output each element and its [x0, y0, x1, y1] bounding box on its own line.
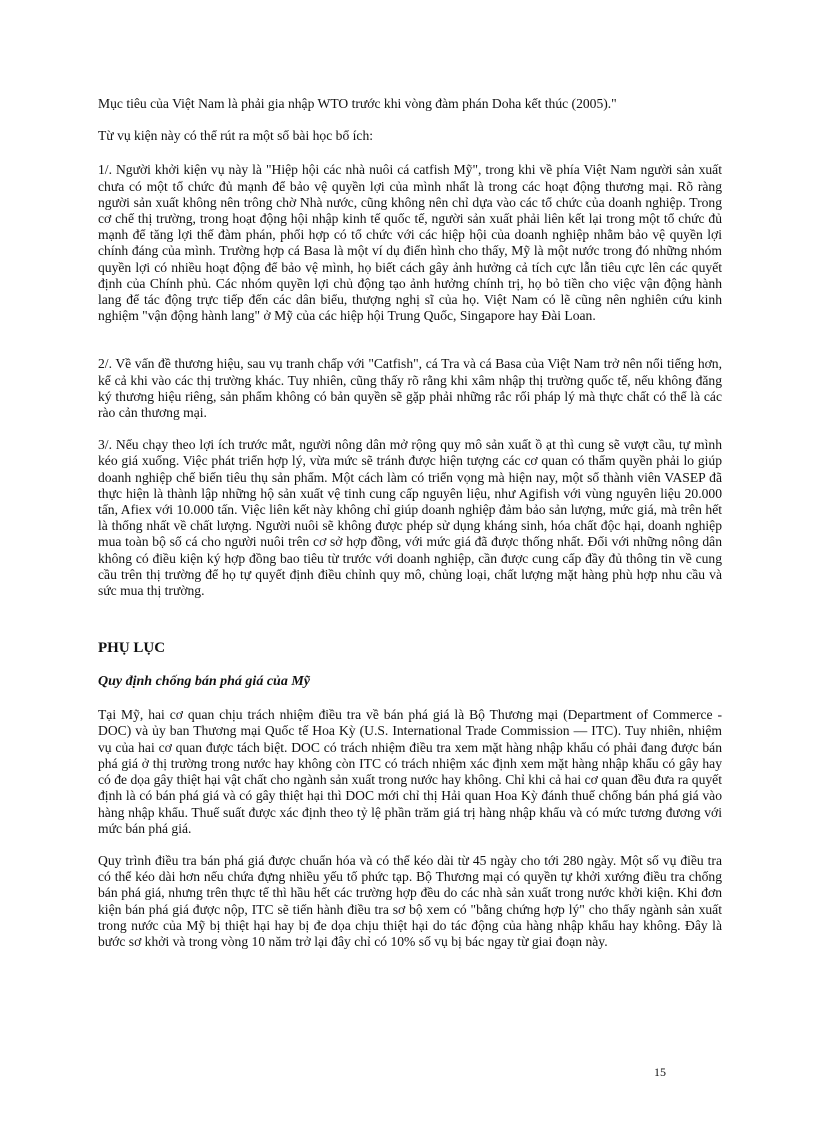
page-number: 15 — [654, 1065, 666, 1079]
lesson-2: 2/. Về vấn đề thương hiệu, sau vụ tranh chấp với "Catfish", cá Tra và cá Basa của Việt Nam trở nên nổi tiếng hơn, kể cả khi vào các thị trường khác. Tuy nhiên, cũng thấy rõ rằng khi xâm nhập thị trường quốc tế, nếu không đăng ký thương hiệu riêng, sản phẩm không có bản quyền sẽ gặp phải những rắc rối pháp lý mà thực chất có thể là các rào cản thương mại. — [98, 356, 722, 421]
lessons-lead: Từ vụ kiện này có thể rút ra một số bài học bổ ích: — [98, 128, 374, 144]
appendix-subheading: Quy định chống bán phá giá của Mỹ — [98, 674, 310, 690]
page-body — [98, 96, 722, 950]
appendix-heading: PHỤ LỤC — [98, 640, 166, 657]
lesson-1: 1/. Người khởi kiện vụ này là "Hiệp hội các nhà nuôi cá catfish Mỹ", trong khi về phía Việt Nam người sản xuất chưa có một tổ chức đủ mạnh để bảo vệ quyền lợi của mình nhất là trong các hoạt động thương mại. Rõ ràng người sản xuất không nên trông chờ Nhà nước, cũng không nên chỉ dựa vào các tổ chức của doanh nghiệp. Trong cơ chế thị trường, trong hoạt động hội nhập kinh tế quốc tế, người sản xuất phải liên kết lại trong một tổ chức đủ mạnh để tăng lợi thế đàm phán, phối hợp có tổ chức với các hiệp hội của doanh nghiệp nhằm bảo vệ quyền lợi chính đáng của mình. Trường hợp cá Basa là một ví dụ điển hình cho thấy, Mỹ là một nước trong đó những nhóm quyền lợi có nhiều hoạt động để bảo vệ mình, họ biết cách gây ảnh hưởng cả tích cực lẫn tiêu cực lên các quyết định của Chính phủ. Các nhóm quyền lợi chủ động tạo ảnh hưởng chính trị, họ bỏ tiền cho việc vận động hành lang để tác động trực tiếp đến các dân biểu, thượng nghị sĩ của họ. Việt Nam có lẽ cũng nên nghiên cứu kinh nghiệm "vận động hành lang" ở Mỹ của các hiệp hội Trung Quốc, Singapore hay Đài Loan. — [98, 162, 722, 324]
appendix-paragraph-1: Tại Mỹ, hai cơ quan chịu trách nhiệm điều tra về bán phá giá là Bộ Thương mại (Department of Commerce - DOC) và ủy ban Thương mại Quốc tế Hoa Kỳ (U.S. International Trade Commission — ITC). Tuy nhiên, nhiệm vụ của hai cơ quan được tách biệt. DOC có trách nhiệm điều tra xem mặt hàng nhập khẩu có phải đang được bán phá giá ở thị trường trong nước hay không còn ITC có trách nhiệm xác định xem mặt hàng nhập khẩu có gây hay có đe dọa gây thiệt hại vật chất cho ngành sản xuất trong nước hay không. Chỉ khi cả hai cơ quan đều đưa ra quyết định là có bán phá giá và có gây thiệt hại thì DOC mới chỉ thị Hải quan Hoa Kỳ đánh thuế chống bán phá giá vào hàng nhập khẩu. Thuế suất được xác định theo tỷ lệ phần trăm giá trị hàng nhập khẩu và có mức tương đương với mức bán phá giá. — [98, 707, 722, 836]
lesson-3: 3/. Nếu chạy theo lợi ích trước mắt, người nông dân mở rộng quy mô sản xuất ồ ạt thì cung sẽ vượt cầu, tự mình kéo giá xuống. Việc phát triển hợp lý, vừa mức sẽ tránh được hiện tượng các cơ quan có thẩm quyền phải lo giúp doanh nghiệp chế biến tiêu thụ sản phẩm. Một cách làm có triển vọng mà hiện nay, một số thành viên VASEP đã thực hiện là thành lập những hộ sản xuất vệ tinh cung cấp nguyên liệu, như Agifish với vùng nguyên liệu 20.000 tấn, Afiex với 10.000 tấn. Việc liên kết này không chỉ giúp doanh nghiệp đảm bảo sản lượng, mức giá, mà trên hết là thống nhất về chất lượng. Người nuôi sẽ không được phép sử dụng kháng sinh, hóa chất độc hại, doanh nghiệp mua toàn bộ số cá cho người nuôi trên cơ sở hợp đồng, với mức giá đã được thống nhất. Đối với những nông dân không có điều kiện ký hợp đồng bao tiêu từ trước với doanh nghiệp, cần được cung cấp đầy đủ thông tin về cung cầu trên thị trường để họ tự quyết định điều chỉnh quy mô, chủng loại, chất lượng mặt hàng phù hợp nhu cầu và sức mua thị trường. — [98, 437, 722, 599]
appendix-paragraph-2: Quy trình điều tra bán phá giá được chuẩn hóa và có thể kéo dài từ 45 ngày cho tới 280 ngày. Một số vụ điều tra có thể kéo dài hơn nếu chứa đựng nhiều yếu tố phức tạp. Bộ Thương mại có quyền tự khởi xướng điều tra chống bán phá giá, nhưng trên thực tế thì hầu hết các trường hợp đều do các nhà sản xuất trong nước khởi kiện. Khi đơn kiện bán phá giá được nộp, ITC sẽ tiến hành điều tra sơ bộ xem có "bằng chứng hợp lý" cho thấy ngành sản xuất trong nước của Mỹ bị thiệt hại hay bị đe dọa chịu thiệt hại do tác động của hàng nhập khẩu hay không. Đây là bước sơ khởi và trong vòng 10 năm trở lại đây chỉ có 10% số vụ bị bác ngay từ giai đoạn này. — [98, 852, 722, 949]
intro-quote: Mục tiêu của Việt Nam là phải gia nhập WTO trước khi vòng đàm phán Doha kết thúc (2005)." — [98, 96, 617, 111]
